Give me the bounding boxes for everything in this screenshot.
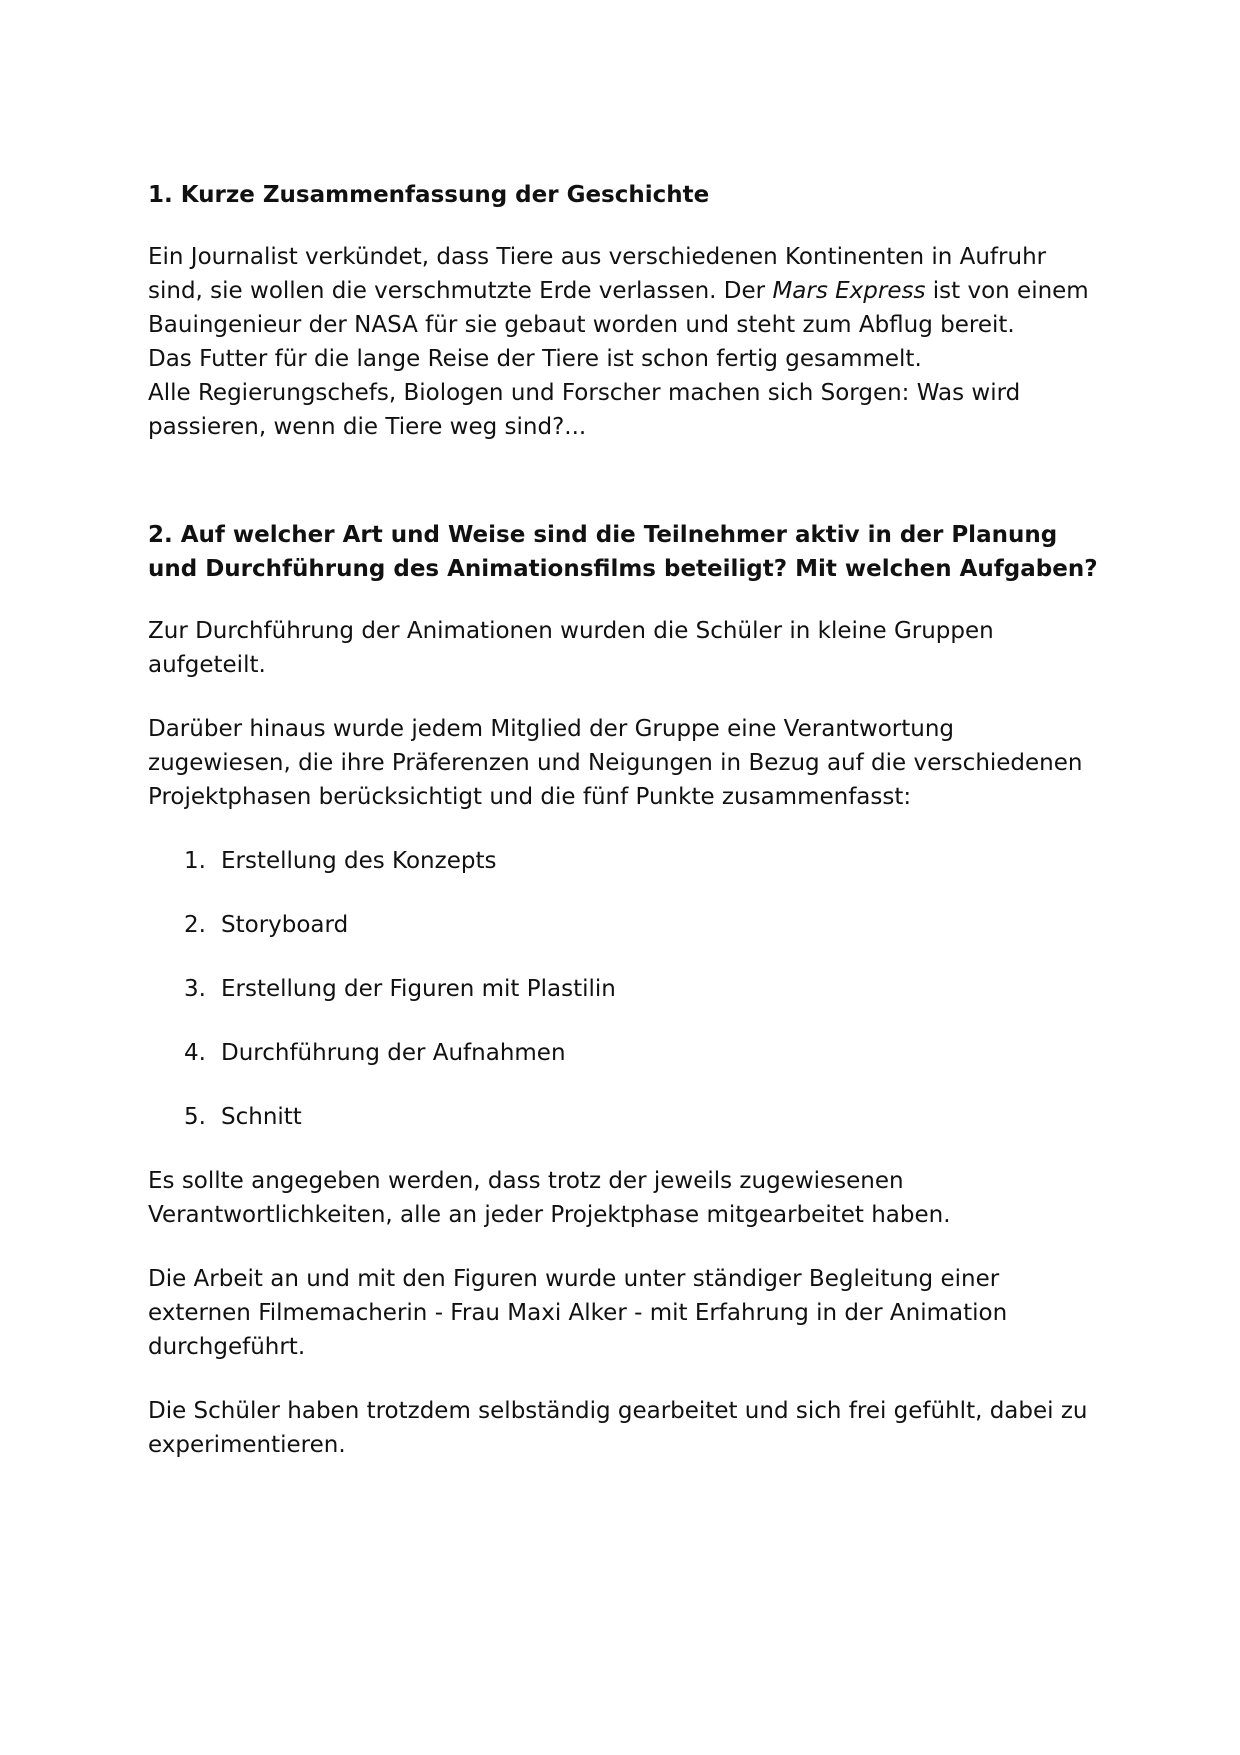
list-item-text: Erstellung des Konzepts — [221, 848, 497, 874]
list-item-text: Erstellung der Figuren mit Plastilin — [221, 976, 616, 1002]
list-item-number: 3. — [184, 976, 206, 1002]
section-2-paragraph-2: Darüber hinaus wurde jedem Mitglied der Gruppe eine Verantwortung zugewiesen, die ihre Präferenzen und Neigungen in Bezug auf die verschiedenen Projektphasen berücksichtigt und die fünf Punkte zusammenfasst: — [148, 716, 1083, 810]
list-item-text: Durchführung der Aufnahmen — [221, 1040, 566, 1066]
list-item — [148, 1100, 1098, 1134]
list-item-number: 1. — [184, 848, 206, 874]
list-item-text: Schnitt — [221, 1104, 302, 1130]
list-item-number: 4. — [184, 1040, 206, 1066]
section-1-paragraph-3: Alle Regierungschefs, Biologen und Forscher machen sich Sorgen: Was wird passieren, wenn die Tiere weg sind?... — [148, 380, 1021, 440]
section-2-heading: 2. Auf welcher Art und Weise sind die Teilnehmer aktiv in der Planung und Durchführung des Animationsfilms beteiligt? Mit welchen Aufgaben? — [148, 522, 1098, 582]
document-body — [148, 178, 1098, 1462]
section-1-paragraph-1-text-b: ist von einem Bauingenieur der NASA für sie gebaut worden und steht zum Abflug bereit. — [148, 278, 1089, 338]
mars-express-title: Mars Express — [772, 278, 926, 304]
section-2-paragraph-5: Die Schüler haben trotzdem selbständig gearbeitet und sich frei gefühlt, dabei zu experimentieren. — [148, 1398, 1088, 1458]
section-1-paragraph-1-text-a: Ein Journalist verkündet, dass Tiere aus verschiedenen Kontinenten in Aufruhr sind, sie wollen die verschmutzte Erde verlassen. Der — [148, 244, 1047, 304]
list-item — [148, 908, 1098, 942]
section-1-heading: 1. Kurze Zusammenfassung der Geschichte — [148, 182, 710, 208]
section-1-paragraph-1 — [148, 240, 1098, 342]
list-item-text: Storyboard — [221, 912, 349, 938]
section-2-paragraph-4: Die Arbeit an und mit den Figuren wurde unter ständiger Begleitung einer externen Filmemacherin - Frau Maxi Alker - mit Erfahrung in der Animation durchgeführt. — [148, 1266, 1008, 1360]
list-item-number: 2. — [184, 912, 206, 938]
list-item-number: 5. — [184, 1104, 206, 1130]
list-item — [148, 972, 1098, 1006]
section-1-paragraph-2: Das Futter für die lange Reise der Tiere ist schon fertig gesammelt. — [148, 346, 922, 372]
list-item — [148, 844, 1098, 878]
list-item — [148, 1036, 1098, 1070]
section-2-paragraph-1: Zur Durchführung der Animationen wurden die Schüler in kleine Gruppen aufgeteilt. — [148, 618, 994, 678]
section-2-paragraph-3: Es sollte angegeben werden, dass trotz der jeweils zugewiesenen Verantwortlichkeiten, alle an jeder Projektphase mitgearbeitet haben. — [148, 1168, 951, 1228]
project-phases-list — [148, 844, 1098, 1134]
